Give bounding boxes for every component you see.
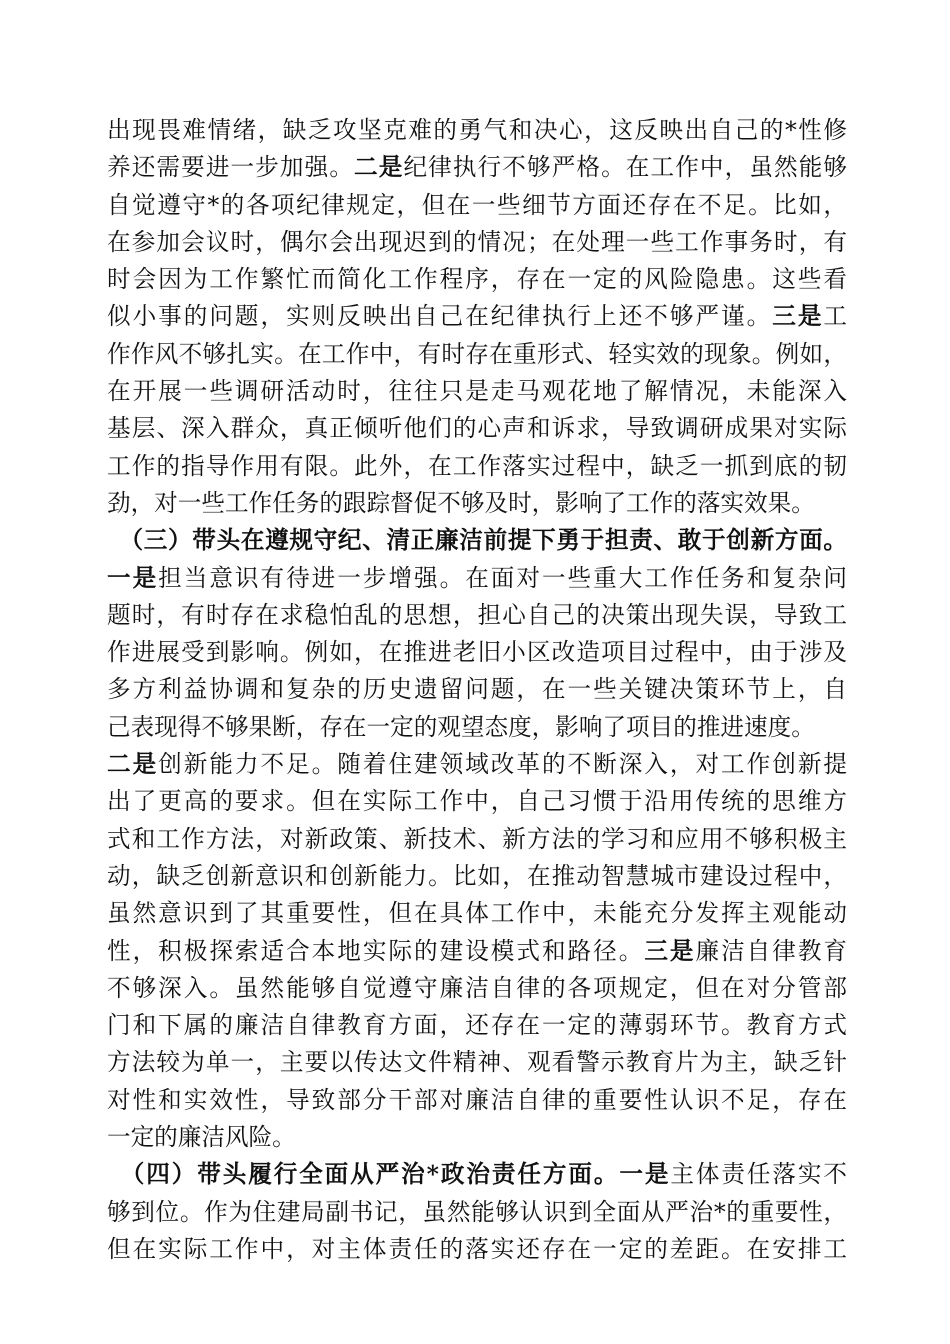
text-line [107, 746, 847, 783]
text-segment: 作作风不够扎实。在工作中，有时存在重形式、轻实效的现象。例如， [107, 339, 847, 368]
text-segment: 在参加会议时，偶尔会出现迟到的情况；在处理一些工作事务时，有 [107, 227, 847, 256]
text-segment: 基层、深入群众，真正倾听他们的心声和诉求，导致调研成果对实际 [107, 414, 847, 443]
text-segment: 式和工作方法，对新政策、新技术、新方法的学习和应用不够积极主 [107, 824, 847, 853]
text-segment: 纪律执行不够严格。在工作中，虽然能够 [403, 153, 847, 182]
text-line [107, 560, 847, 597]
text-line [107, 485, 847, 522]
text-line [107, 373, 847, 410]
text-segment: 动，缺乏创新意识和创新能力。比如，在推动智慧城市建设过程中， [107, 861, 847, 890]
text-segment: 工 [823, 302, 847, 331]
text-segment: 自觉遵守*的各项纪律规定，但在一些细节方面还存在不足。比如， [107, 190, 847, 219]
text-line [107, 821, 847, 858]
text-segment: 时会因为工作繁忙而简化工作程序，存在一定的风险隐患。这些看 [107, 265, 847, 294]
text-segment: 劲，对一些工作任务的跟踪督促不够及时，影响了工作的落实效果。 [107, 488, 815, 517]
bold-text-segment: 一是 [107, 563, 159, 592]
text-segment: 担当意识有待进一步增强。在面对一些重大工作任务和复杂问 [158, 563, 847, 592]
text-segment: 养还需要进一步加强。 [107, 153, 355, 182]
text-line [107, 858, 847, 895]
text-segment: 创新能力不足。随着住建领域改革的不断深入，对工作创新提 [158, 750, 847, 779]
text-line [107, 261, 847, 298]
text-segment: 作进展受到影响。例如，在推进老旧小区改造项目过程中，由于涉及 [107, 638, 847, 667]
text-segment: 一定的廉洁风险。 [107, 1123, 296, 1152]
text-line [107, 448, 847, 485]
text-segment: 性，积极探索适合本地实际的建设模式和路径。 [107, 936, 645, 965]
text-line [107, 149, 847, 186]
text-line [107, 336, 847, 373]
bold-text-segment: 三是 [772, 302, 824, 331]
text-line [107, 298, 847, 335]
text-line [107, 1156, 847, 1193]
text-segment: 出现畏难情绪，缺乏攻坚克难的勇气和决心，这反映出自己的*性修 [107, 116, 847, 144]
text-line [107, 187, 847, 224]
text-line [107, 933, 847, 970]
text-line [107, 410, 847, 447]
text-line [107, 597, 847, 634]
text-segment: 虽然意识到了其重要性，但在具体工作中，未能充分发挥主观能动 [107, 899, 847, 928]
text-line [107, 522, 847, 559]
text-segment: 方法较为单一，主要以传达文件精神、观看警示教育片为主，缺乏针 [107, 1048, 847, 1077]
text-line [107, 1231, 847, 1268]
text-segment: 不够深入。虽然能够自觉遵守廉洁自律的各项规定，但在对分管部 [107, 973, 847, 1002]
text-line [107, 783, 847, 820]
text-line [107, 224, 847, 261]
text-line [107, 1007, 847, 1044]
text-line [107, 1044, 847, 1081]
text-segment: 门和下属的廉洁自律教育方面，还存在一定的薄弱环节。教育方式 [107, 1011, 847, 1040]
text-line [107, 895, 847, 932]
text-segment: 题时，有时存在求稳怕乱的思想，担心自己的决策出现失误，导致工 [107, 600, 847, 629]
bold-text-segment: 三是 [644, 936, 696, 965]
bold-text-segment: （三）带头在遵规守纪、清正廉洁前提下勇于担责、敢于创新方面。 [107, 526, 847, 555]
text-segment: 对性和实效性，导致部分干部对廉洁自律的重要性认识不足，存在 [107, 1085, 847, 1114]
text-segment: 多方利益协调和复杂的历史遗留问题，在一些关键决策环节上，自 [107, 675, 847, 704]
text-segment: 够到位。作为住建局副书记，虽然能够认识到全面从严治*的重要性， [107, 1197, 847, 1226]
text-line [107, 634, 847, 671]
text-segment: 出了更高的要求。但在实际工作中，自己习惯于沿用传统的思维方 [107, 787, 847, 816]
text-segment: 工作的指导作用有限。此外，在工作落实过程中，缺乏一抓到底的韧 [107, 451, 847, 480]
text-segment: 在开展一些调研活动时，往往只是走马观花地了解情况，未能深入 [107, 377, 847, 406]
document-page [107, 112, 847, 1268]
text-segment: 主体责任落实不 [670, 1160, 847, 1189]
bold-text-segment: （四）带头履行全面从严治*政治责任方面。一是 [107, 1160, 671, 1189]
text-line [107, 1119, 847, 1156]
text-line [107, 1082, 847, 1119]
text-line [107, 1194, 847, 1231]
text-segment: 己表现得不够果断，存在一定的观望态度，影响了项目的推进速度。 [107, 712, 815, 741]
text-segment: 廉洁自律教育 [695, 936, 847, 965]
text-line [107, 671, 847, 708]
text-line [107, 112, 847, 149]
text-segment: 但在实际工作中，对主体责任的落实还存在一定的差距。在安排工 [107, 1234, 847, 1263]
bold-text-segment: 二是 [107, 750, 159, 779]
text-line [107, 709, 847, 746]
text-line [107, 970, 847, 1007]
bold-text-segment: 二是 [354, 153, 404, 182]
text-segment: 似小事的问题，实则反映出自己在纪律执行上还不够严谨。 [107, 302, 773, 331]
